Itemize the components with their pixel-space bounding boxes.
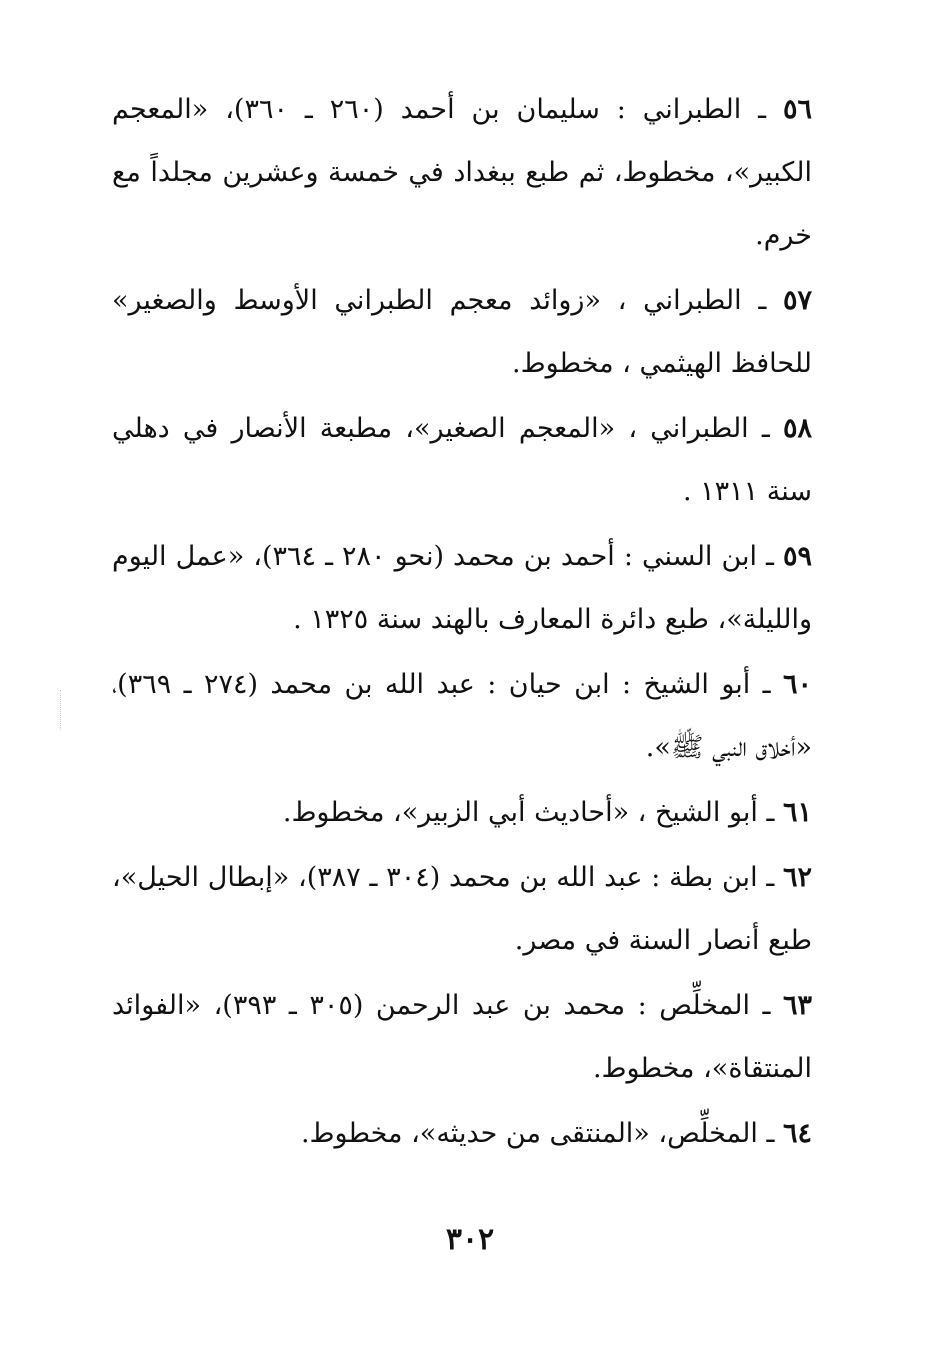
bibliography-entry [112, 78, 812, 267]
bibliography-entry [112, 525, 812, 651]
entry-number: ٥٧ [782, 285, 812, 316]
bibliography-entry [112, 781, 812, 844]
bibliography-entry [112, 397, 812, 523]
entry-number: ٥٦ [782, 94, 812, 125]
entry-text: ـ الطبراني ، «زوائد معجم الطبراني الأوسط والصغير» للحافظ الهيثمي ، مخطوط. [112, 285, 812, 379]
entry-number: ٦٣ [783, 990, 813, 1021]
entry-number: ٦٢ [782, 862, 812, 893]
entry-number: ٥٨ [782, 413, 812, 444]
entry-number: ٦٠ [783, 669, 813, 700]
bibliography-entry [112, 1102, 812, 1165]
bibliography-entry [112, 974, 812, 1100]
entry-text: ـ المخلِّص : محمد بن عبد الرحمن (٣٠٥ ـ ٣٩٣)، «الفوائد المنتقاة»، مخطوط. [112, 990, 812, 1084]
entry-text: ـ أبو الشيخ ، «أحاديث أبي الزبير»، مخطوط. [282, 797, 783, 828]
entry-text: ـ الطبراني : سليمان بن أحمد (٢٦٠ ـ ٣٦٠)، «المعجم الكبير»، مخطوط، ثم طبع ببغداد في خمسة وعشرين مجلداً مع خرم. [112, 94, 812, 251]
entry-text: ـ ابن بطة : عبد الله بن محمد (٣٠٤ ـ ٣٨٧)، «إبطال الحيل»، طبع أنصار السنة في مصر. [112, 862, 812, 956]
entry-text: ـ ابن السني : أحمد بن محمد (نحو ٢٨٠ ـ ٣٦٤)، «عمل اليوم والليلة»، طبع دائرة المعارف بالهند سنة ١٣٢٥ . [112, 541, 812, 635]
entry-number: ٦٤ [782, 1118, 812, 1149]
entry-text: ـ المخلِّص، «المنتقى من حديثه»، مخطوط. [300, 1118, 783, 1149]
entry-number: ٥٩ [783, 541, 813, 572]
bibliography-list [112, 78, 812, 1167]
bibliography-entry [112, 653, 812, 779]
bibliography-entry [112, 269, 812, 395]
entry-text: ـ الطبراني ، «المعجم الصغير»، مطبعة الأنصار في دهلي سنة ١٣١١ . [112, 413, 812, 507]
entry-text: ـ أبو الشيخ : ابن حيان : عبد الله بن محمد (٢٧٤ ـ ٣٦٩)، «أخلاق النبي ﷺ». [112, 669, 812, 763]
page-number: ٣٠٢ [445, 1222, 495, 1257]
margin-mark [60, 690, 65, 730]
bibliography-entry [112, 846, 812, 972]
entry-number: ٦١ [782, 797, 812, 828]
